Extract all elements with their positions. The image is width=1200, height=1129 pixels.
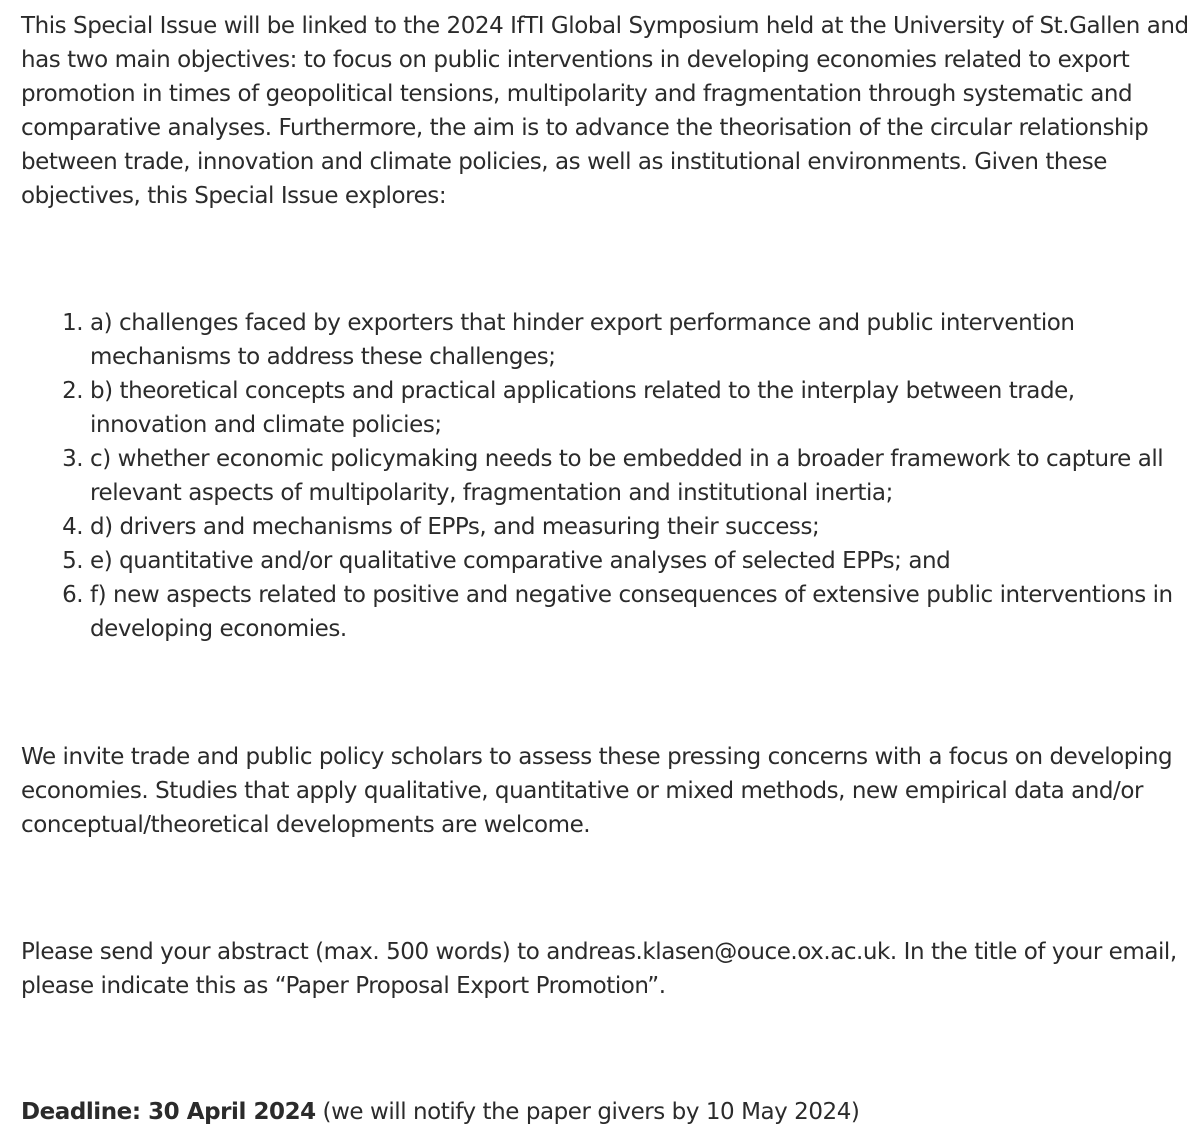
list-item: 6. f) new aspects related to positive and negative consequences of extensive public interventions in developing economies. bbox=[90, 578, 1193, 646]
intro-paragraph: This Special Issue will be linked to the 2024 IfTI Global Symposium held at the University of St.Gallen and has two main objectives: to focus on public interventions in developing economies related to export promotion in times of geopolitical tensions, multipolarity and fragmentation through systematic and comparative analyses. Furthermore, the aim is to advance the theorisation of the circular relationship between trade, innovation and climate policies, as well as institutional environments. Given these objectives, this Special Issue explores: bbox=[21, 13, 1189, 209]
list-item: 1. a) challenges faced by exporters that hinder export performance and public intervention mechanisms to address these challenges; bbox=[90, 306, 1193, 374]
list-item: 2. b) theoretical concepts and practical applications related to the interplay between trade, innovation and climate policies; bbox=[90, 374, 1193, 442]
list-item: 3. c) whether economic policymaking needs to be embedded in a broader framework to capture all relevant aspects of multipolarity, fragmentation and institutional inertia; bbox=[90, 442, 1193, 510]
deadline-note: (we will notify the paper givers by 10 May 2024) bbox=[315, 1099, 860, 1125]
submission-paragraph: Please send your abstract (max. 500 words) to andreas.klasen@ouce.ox.ac.uk. In the title of your email, please indicate this as “Paper Proposal Export Promotion”. bbox=[21, 939, 1177, 999]
deadline-label: Deadline: 30 April 2024 bbox=[21, 1099, 316, 1125]
list-item: 4. d) drivers and mechanisms of EPPs, and measuring their success; bbox=[90, 510, 1193, 544]
document-body bbox=[21, 9, 1193, 1129]
topics-list bbox=[21, 306, 1193, 646]
list-item: 5. e) quantitative and/or qualitative comparative analyses of selected EPPs; and bbox=[90, 544, 1193, 578]
invite-paragraph: We invite trade and public policy scholars to assess these pressing concerns with a focus on developing economies. Studies that apply qualitative, quantitative or mixed methods, new empirical data and/or conceptual/theoretical developments are welcome. bbox=[21, 744, 1173, 838]
deadline-paragraph bbox=[21, 1095, 1193, 1129]
